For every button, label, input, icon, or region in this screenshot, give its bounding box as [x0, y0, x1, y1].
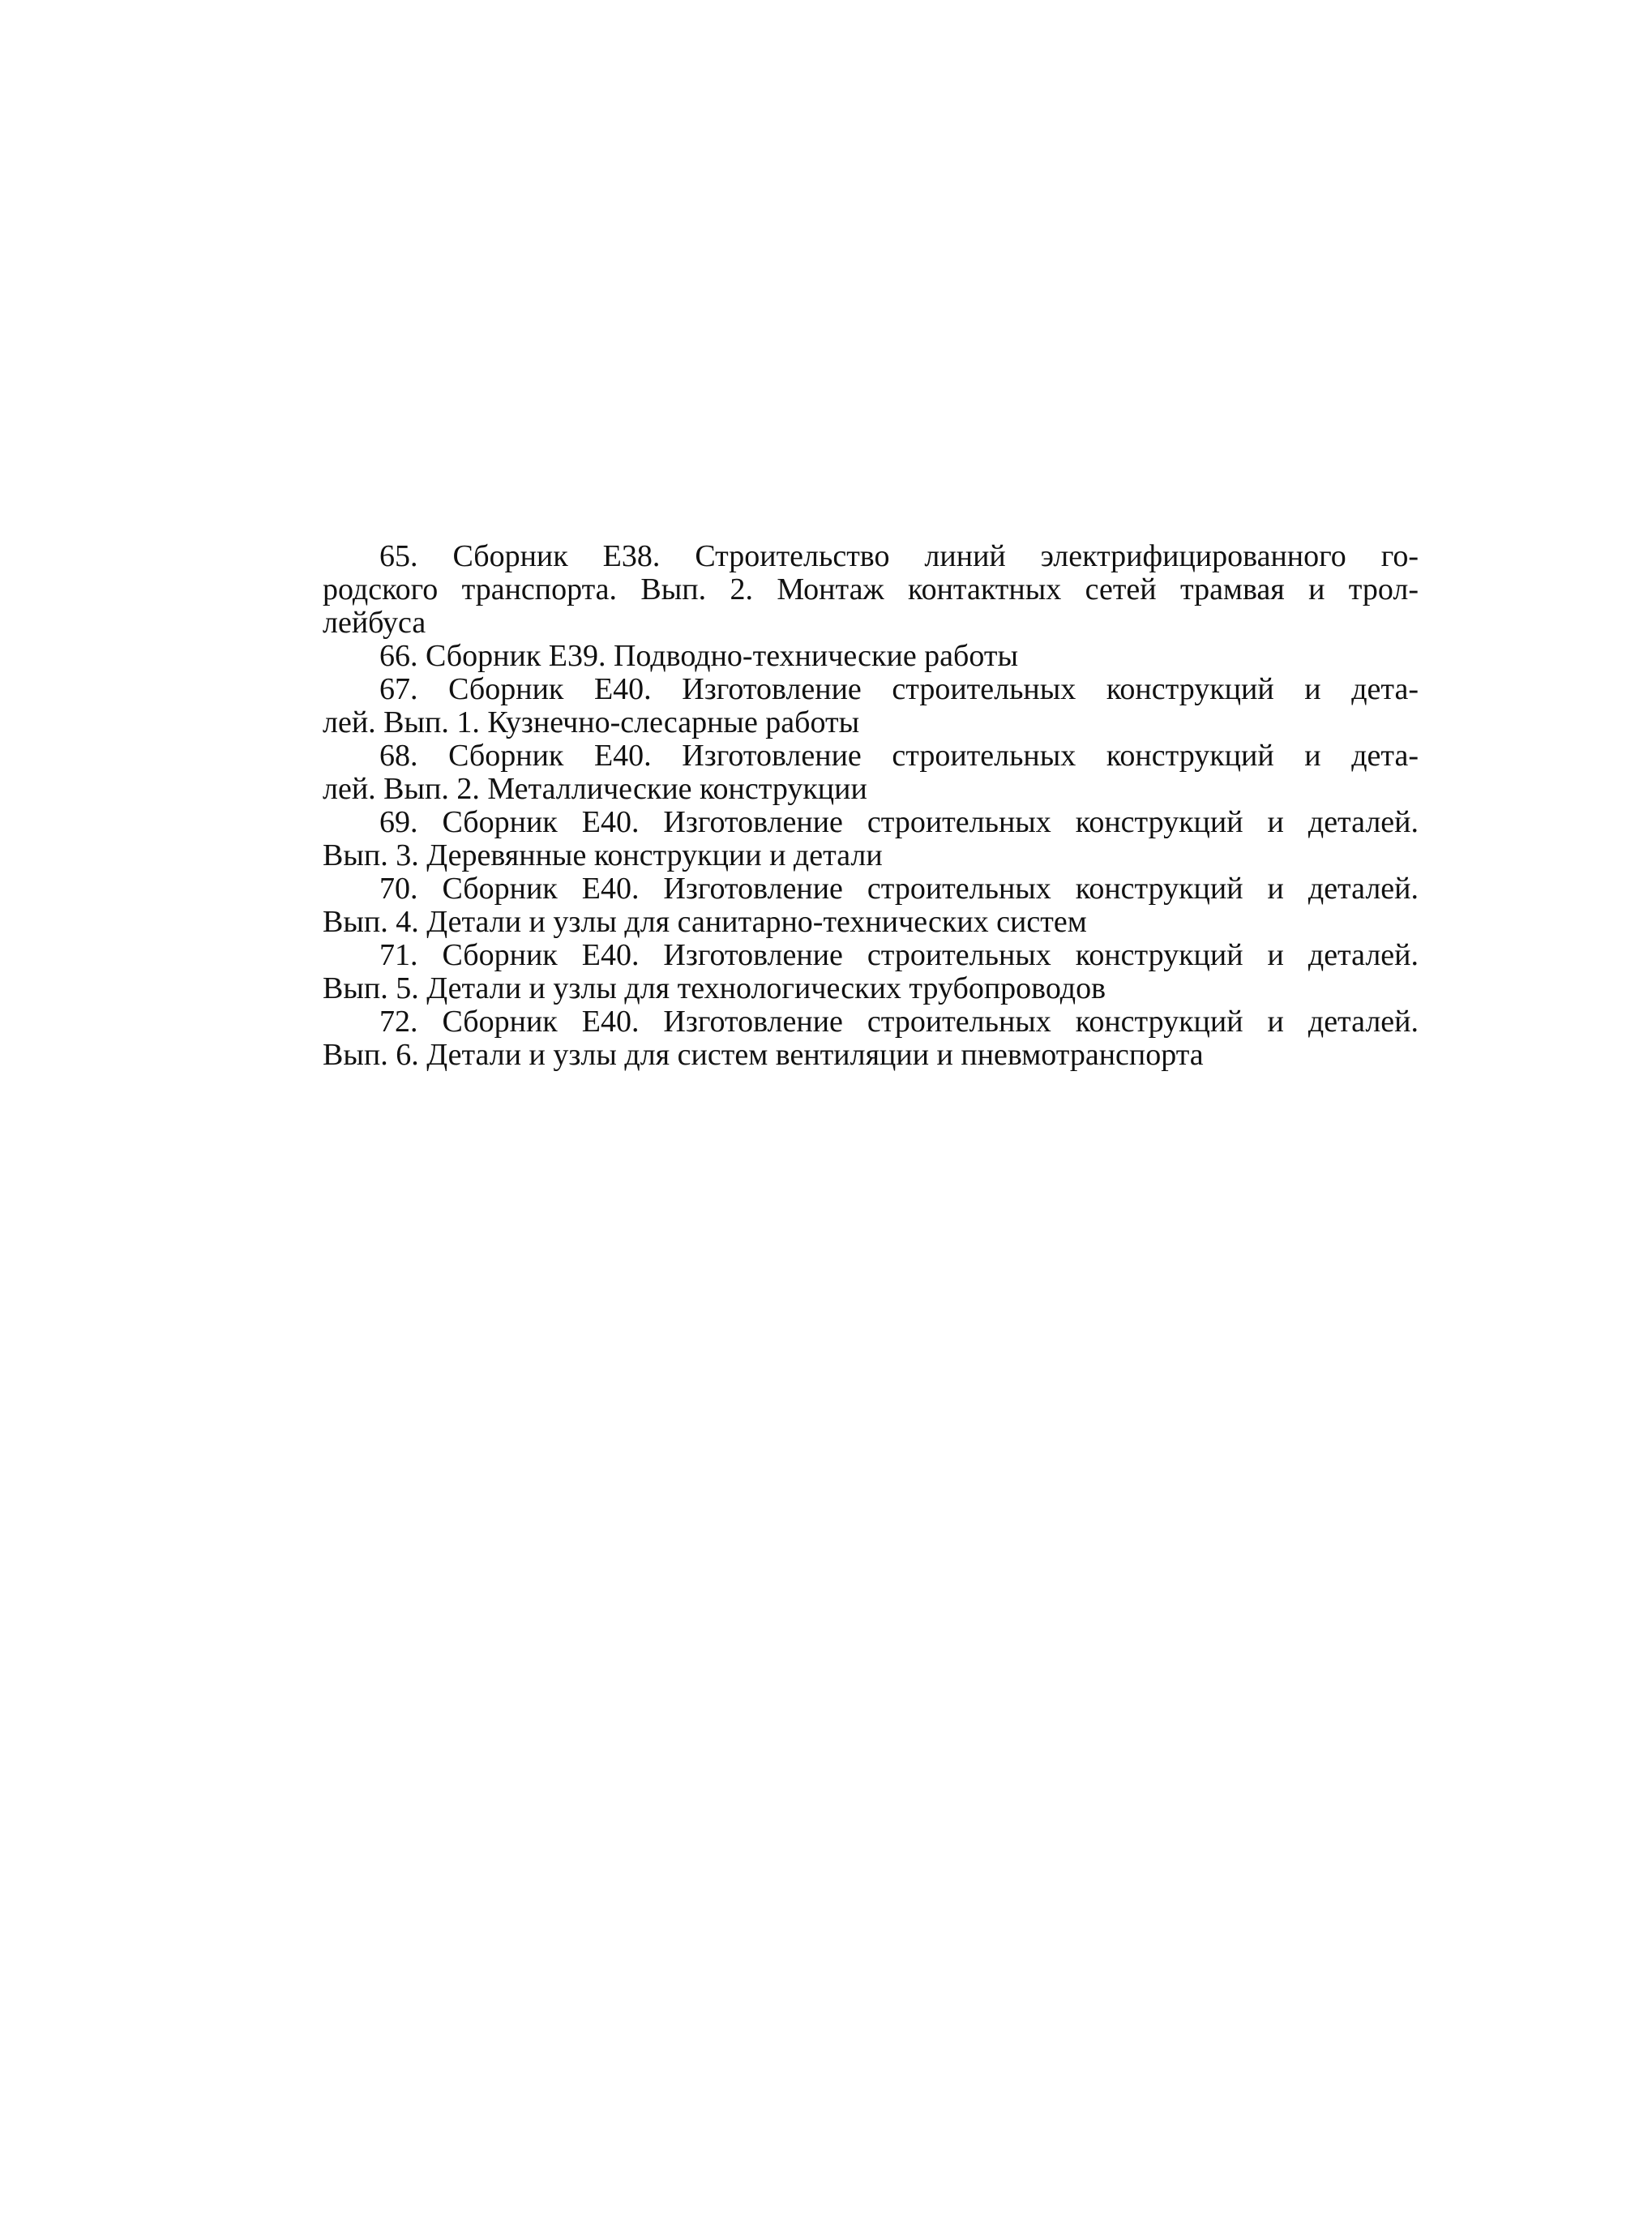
entry-line: родского транспорта. Вып. 2. Монтаж контактных сетей трамвая и трол-: [323, 572, 1419, 606]
bibliography-list: [323, 540, 1419, 1072]
list-item-72: [323, 1005, 1419, 1072]
entry-line: Вып. 6. Детали и узлы для систем вентиляции и пневмотранспорта: [323, 1038, 1204, 1072]
list-item-68: [323, 739, 1419, 806]
entry-line: 66. Сборник Е39. Подводно-технические работы: [379, 639, 1019, 673]
entry-line: лей. Вып. 2. Металлические конструкции: [323, 772, 867, 806]
list-item-69: [323, 806, 1419, 872]
entry-line: Вып. 5. Детали и узлы для технологических трубопроводов: [323, 971, 1106, 1005]
entry-line: 67. Сборник Е40. Изготовление строительных конструкций и дета-: [379, 672, 1419, 706]
list-item-71: [323, 939, 1419, 1005]
list-item-70: [323, 872, 1419, 939]
list-item-65: [323, 540, 1419, 640]
entry-line: лей. Вып. 1. Кузнечно-слесарные работы: [323, 705, 860, 739]
entry-line: 72. Сборник Е40. Изготовление строительных конструкций и деталей.: [379, 1005, 1419, 1039]
entry-line: 70. Сборник Е40. Изготовление строительных конструкций и деталей.: [379, 872, 1419, 906]
entry-line: 65. Сборник Е38. Строительство линий электрифицированного го-: [379, 539, 1419, 573]
list-item-66: [323, 640, 1419, 673]
entry-line: Вып. 3. Деревянные конструкции и детали: [323, 838, 883, 872]
entry-line: 68. Сборник Е40. Изготовление строительных конструкций и дета-: [379, 739, 1419, 773]
entry-line: лейбуса: [323, 606, 426, 640]
list-item-67: [323, 673, 1419, 739]
entry-line: Вып. 4. Детали и узлы для санитарно-технических систем: [323, 905, 1087, 939]
entry-line: 69. Сборник Е40. Изготовление строительных конструкций и деталей.: [379, 805, 1419, 839]
entry-line: 71. Сборник Е40. Изготовление строительных конструкций и деталей.: [379, 938, 1419, 972]
